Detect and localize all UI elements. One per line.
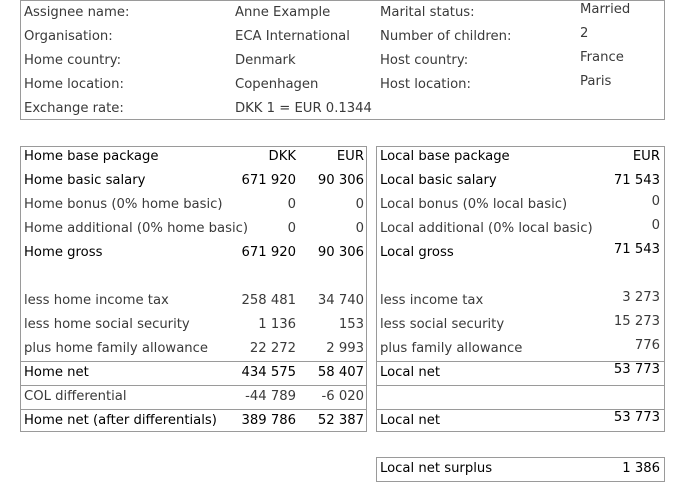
home-basic-salary-label: Home basic salary <box>24 173 146 188</box>
home-net-after-differentials-dkk: 389 786 <box>241 413 296 428</box>
info-bottom-border <box>20 119 665 120</box>
local-social-security-eur: 15 273 <box>613 314 660 329</box>
local-table-left-border <box>376 146 377 432</box>
home-package-title: Home base package <box>24 149 159 164</box>
home-additional-dkk: 0 <box>287 221 296 236</box>
home-family-allowance-label: plus home family allowance <box>24 341 208 356</box>
local-net-eur: 53 773 <box>613 362 660 377</box>
host-location-value: Paris <box>580 74 612 89</box>
host-location-label: Host location: <box>380 77 471 92</box>
local-net-surplus-value: 1 386 <box>622 461 660 476</box>
marital-status-value: Married <box>580 2 631 17</box>
home-bonus-dkk: 0 <box>287 197 296 212</box>
local-net-final-eur: 53 773 <box>613 410 660 425</box>
info-left-border <box>20 0 21 120</box>
home-table-left-border <box>20 146 21 432</box>
home-income-tax-label: less home income tax <box>24 293 169 308</box>
local-net-final-label: Local net <box>380 413 441 428</box>
local-basic-salary-eur: 71 543 <box>613 173 660 188</box>
col-differential-eur: -6 020 <box>321 389 364 404</box>
local-bonus-eur: 0 <box>651 194 660 209</box>
home-social-security-eur: 153 <box>338 317 364 332</box>
home-table-right-border <box>366 146 367 432</box>
assignee-name-value: Anne Example <box>235 5 331 20</box>
local-table-bottom-border <box>376 431 665 432</box>
surplus-left-border <box>376 457 377 482</box>
home-social-security-dkk: 1 136 <box>258 317 296 332</box>
local-family-allowance-label: plus family allowance <box>380 341 523 356</box>
local-additional-eur: 0 <box>651 218 660 233</box>
home-gross-eur: 90 306 <box>317 245 364 260</box>
home-location-value: Copenhagen <box>235 77 319 92</box>
home-net-dkk: 434 575 <box>241 365 296 380</box>
number-of-children-value: 2 <box>580 26 589 41</box>
col-differential-dkk: -44 789 <box>245 389 296 404</box>
local-social-security-label: less social security <box>380 317 505 332</box>
host-country-label: Host country: <box>380 53 469 68</box>
home-country-label: Home country: <box>24 53 122 68</box>
local-gross-label: Local gross <box>380 245 454 260</box>
home-location-label: Home location: <box>24 77 124 92</box>
exchange-rate-label: Exchange rate: <box>24 101 124 116</box>
organisation-label: Organisation: <box>24 29 113 44</box>
local-net-surplus-label: Local net surplus <box>380 461 493 476</box>
home-additional-label: Home additional (0% home basic) <box>24 221 249 236</box>
home-additional-eur: 0 <box>355 221 364 236</box>
home-net-after-differentials-eur: 52 387 <box>317 413 364 428</box>
host-country-value: France <box>580 50 624 65</box>
local-table-right-border <box>664 146 665 432</box>
col-differential-label: COL differential <box>24 389 127 404</box>
home-net-eur: 58 407 <box>317 365 364 380</box>
home-bonus-eur: 0 <box>355 197 364 212</box>
home-table-bottom-border <box>20 431 367 432</box>
local-bonus-label: Local bonus (0% local basic) <box>380 197 568 212</box>
home-net-label: Home net <box>24 365 89 380</box>
local-family-allowance-eur: 776 <box>634 338 660 353</box>
home-net-after-top-rule <box>20 409 367 410</box>
home-gross-dkk: 671 920 <box>241 245 296 260</box>
number-of-children-label: Number of children: <box>380 29 512 44</box>
organisation-value: ECA International <box>235 29 350 44</box>
home-family-allowance-eur: 2 993 <box>326 341 364 356</box>
home-dkk-header: DKK <box>268 149 296 164</box>
home-table-top-border <box>20 146 367 147</box>
info-right-border <box>664 0 665 120</box>
home-basic-salary-dkk: 671 920 <box>241 173 296 188</box>
home-family-allowance-dkk: 22 272 <box>249 341 296 356</box>
marital-status-label: Marital status: <box>380 5 475 20</box>
local-basic-salary-label: Local basic salary <box>380 173 497 188</box>
local-eur-header: EUR <box>632 149 660 164</box>
home-country-value: Denmark <box>235 53 296 68</box>
home-social-security-label: less home social security <box>24 317 190 332</box>
local-additional-label: Local additional (0% local basic) <box>380 221 593 236</box>
local-net-label: Local net <box>380 365 441 380</box>
home-income-tax-dkk: 258 481 <box>241 293 296 308</box>
info-top-border <box>20 0 665 1</box>
local-income-tax-eur: 3 273 <box>622 290 660 305</box>
home-gross-label: Home gross <box>24 245 103 260</box>
assignee-name-label: Assignee name: <box>24 5 130 20</box>
local-table-top-border <box>376 146 665 147</box>
home-net-top-rule <box>20 361 367 362</box>
home-net-after-differentials-label: Home net (after differentials) <box>24 413 217 428</box>
surplus-top-border <box>376 457 665 458</box>
home-bonus-label: Home bonus (0% home basic) <box>24 197 223 212</box>
local-income-tax-label: less income tax <box>380 293 484 308</box>
home-net-bottom-rule <box>20 385 367 386</box>
local-package-title: Local base package <box>380 149 510 164</box>
exchange-rate-value: DKK 1 = EUR 0.1344 <box>235 101 372 116</box>
surplus-right-border <box>664 457 665 482</box>
local-gross-eur: 71 543 <box>613 242 660 257</box>
home-eur-header: EUR <box>336 149 364 164</box>
local-net-bottom-rule <box>376 385 665 386</box>
home-income-tax-eur: 34 740 <box>317 293 364 308</box>
home-basic-salary-eur: 90 306 <box>317 173 364 188</box>
